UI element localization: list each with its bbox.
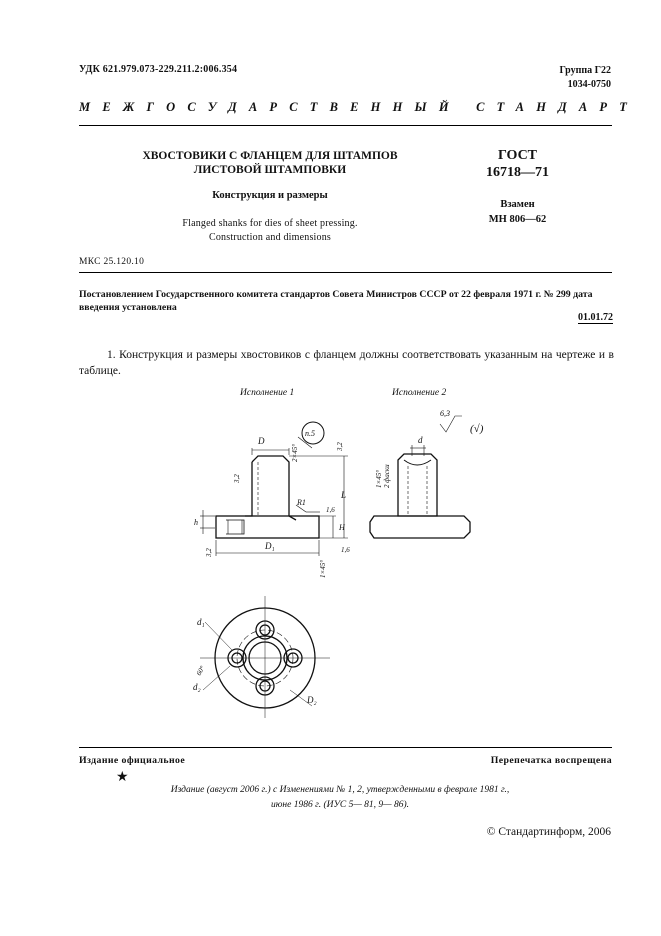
edition-line-1: Издание (август 2006 г.) с Изменениями № 1, 2, утвержденными в феврале 1981 г.,: [170, 785, 510, 795]
reprint-prohibited-label: Перепечатка воспрещена: [490, 755, 612, 766]
english-title-line-2: Construction and dimensions: [208, 232, 332, 243]
mks-code: МКС 25.120.10: [79, 257, 145, 267]
roughness-1: 3,2: [233, 474, 241, 483]
edition-note: [120, 783, 560, 813]
dim-R1: R1: [297, 498, 306, 507]
version-1-caption: Исполнение 1: [240, 388, 295, 398]
standard-code: 16718—71: [486, 165, 549, 180]
official-edition-label: Издание официальное: [79, 755, 186, 766]
document-title: [120, 149, 420, 177]
technical-drawing: [180, 400, 510, 720]
roughness-2: 3,2: [336, 442, 344, 451]
title-line-2: ЛИСТОВОЙ ШТАМПОВКИ: [193, 164, 347, 176]
decree-text: Постановлением Государственного комитета стандартов Совета Министров СССР от 22 февраля 1971 г. № 299 дата введения установлена: [79, 289, 593, 313]
copyright: © Стандартинформ, 2006: [486, 826, 611, 838]
angle-label: 60°: [194, 664, 207, 677]
dim-D2: D₂: [307, 695, 317, 705]
okp-code: 1034-0750: [567, 79, 611, 90]
dim-D1: D₁: [265, 541, 275, 551]
star-icon: ★: [116, 770, 129, 785]
dim-D: D: [258, 436, 265, 446]
english-title-line-1: Flanged shanks for dies of sheet pressing.: [182, 218, 358, 229]
standard-label: ГОСТ: [497, 148, 538, 163]
chamfer-count: 2 фаски: [383, 464, 391, 488]
roughness-rest: (√): [470, 423, 484, 435]
dim-L: L: [341, 490, 347, 500]
dim-d2: d₂: [193, 682, 201, 692]
version-1-side-view: [200, 437, 348, 556]
chamfer-3: 1×45°: [375, 469, 383, 488]
replaced-code: МН 806—62: [488, 214, 547, 225]
group-label: Группа Г22: [559, 65, 611, 76]
divider: [79, 747, 612, 748]
chamfer-1: 2×45°: [291, 443, 299, 462]
paragraph-1: 1. Конструкция и размеры хвостовиков с фланцем должны соответствовать указанным на чертеже и в таблице.: [79, 349, 614, 377]
title-line-1: ХВОСТОВИКИ С ФЛАНЦЕМ ДЛЯ ШТАМПОВ: [142, 150, 398, 162]
introduction-date: 01.01.72: [578, 312, 613, 323]
roughness-6: 6,3: [440, 409, 450, 418]
roughness-5: 1,6: [341, 546, 350, 554]
dim-d1: d₁: [197, 617, 205, 627]
version-2-caption: Исполнение 2: [392, 388, 447, 398]
interstate-standard-heading: МЕЖГОСУДАРСТВЕННЫЙ СТАНДАРТ: [79, 100, 640, 114]
roughness-3: 3,2: [205, 548, 213, 557]
document-subtitle: Конструкция и размеры: [212, 190, 328, 201]
dim-d: d: [418, 435, 423, 445]
replaced-standard: [470, 197, 565, 227]
dim-h: h: [194, 518, 198, 527]
roughness-4: 1,6: [326, 506, 335, 514]
standard-number: [470, 147, 565, 181]
udk-code: УДК 621.979.073-229.211.2:006.354: [79, 64, 238, 75]
edition-line-2: июне 1986 г. (ИУС 5— 81, 9— 86).: [270, 800, 410, 810]
english-title: [120, 217, 420, 245]
group-code: [559, 64, 611, 92]
divider: [79, 125, 612, 126]
dim-H: H: [339, 523, 345, 532]
replace-label: Взамен: [500, 199, 535, 210]
divider: [79, 272, 612, 273]
chamfer-2: 1×45°: [319, 559, 327, 578]
note-label: п.5: [305, 429, 315, 438]
